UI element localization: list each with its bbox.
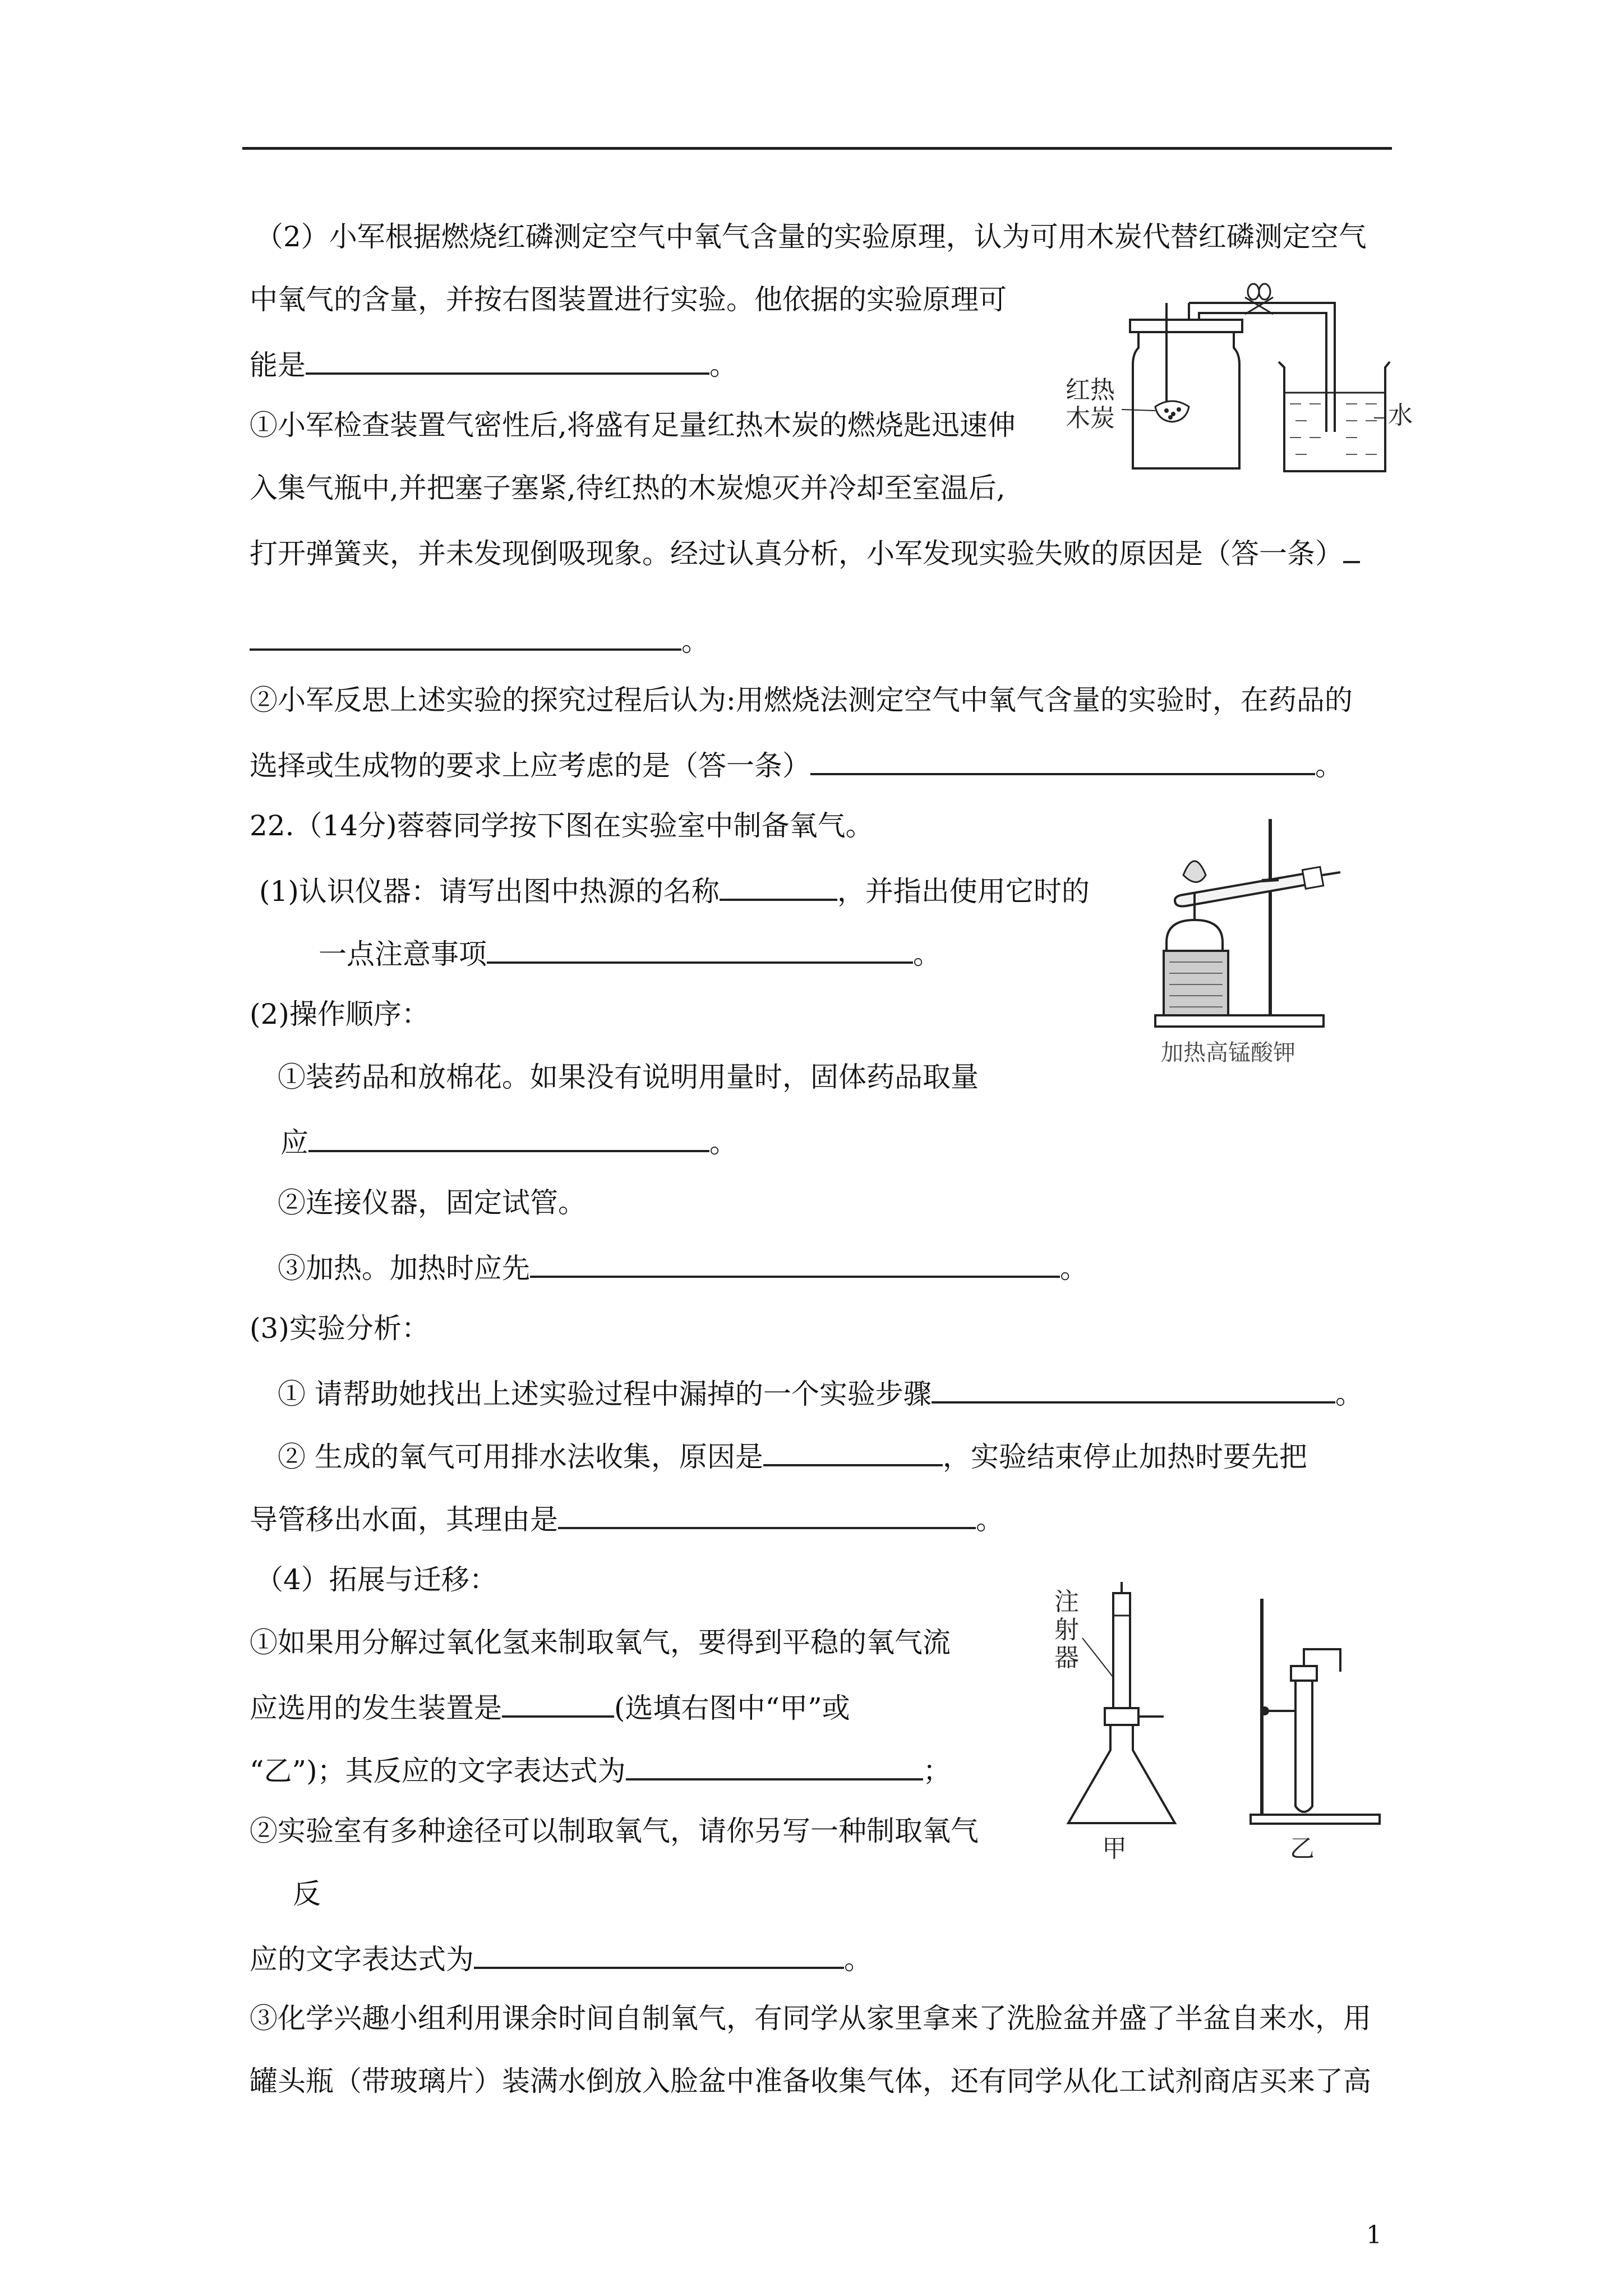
- q22-answer-blank-precaution[interactable]: [487, 935, 913, 964]
- q21-line-6: [250, 534, 1360, 570]
- q22-part4-title: （4）拓展与迁移：: [255, 1563, 497, 1596]
- q22-part2-step1-line2: [280, 1123, 737, 1159]
- q22-answer-blank-amount[interactable]: [308, 1123, 709, 1152]
- label-charcoal-1: 红热: [1066, 376, 1115, 404]
- q21-line-6-text: 打开弹簧夹，并未发现倒吸现象。经过认真分析，小军发现实验失败的原因是（答一条）: [250, 537, 1343, 570]
- q22-part4-line-6-end: 。: [844, 1943, 872, 1976]
- q22-part4-line-7: ③化学兴趣小组利用课余时间自制氧气，有同学从家里拿来了洗脸盆并盛了半盆自来水，用: [250, 2002, 1371, 2035]
- q22-part3-title: (3)实验分析：: [250, 1312, 430, 1345]
- q22-part4-line-2-text: 应选用的发生装置是: [250, 1692, 502, 1724]
- q22-title: 22.（14分)蓉蓉同学按下图在实验室中制备氧气。: [250, 809, 874, 842]
- q21-line-3-text: 能是: [250, 349, 306, 381]
- q21-line-4: ①小军检查装置气密性后,将盛有足量红热木炭的燃烧匙迅速伸: [250, 409, 1016, 441]
- q22-part2-step3: [278, 1249, 1088, 1285]
- q22-part3-q1: [278, 1374, 1363, 1411]
- q22-part3-q1-text: ① 请帮助她找出上述实验过程中漏掉的一个实验步骤: [278, 1378, 932, 1410]
- q22-part4-line-8: 罐头瓶（带玻璃片）装满水倒放入脸盆中准备收集气体，还有同学从化工试剂商店买来了高: [250, 2065, 1371, 2097]
- q22-part2-title: (2)操作顺序：: [250, 998, 430, 1030]
- q21-answer-blank-failure-start[interactable]: [1343, 534, 1360, 563]
- q22-part4-line-6: [250, 1940, 872, 1976]
- q21-answer-blank-failure[interactable]: [250, 622, 681, 651]
- q22-part3-q2-text-c: 导管移出水面，其理由是: [250, 1503, 558, 1536]
- q22-part4-line-3-end: ；: [923, 1755, 951, 1787]
- q22-part2-step3-text: ③加热。加热时应先: [278, 1252, 530, 1285]
- q22-part3-q2-text: ② 生成的氧气可用排水法收集，原因是: [278, 1441, 763, 1473]
- q21-line-2: 中氧气的含量，并按右图装置进行实验。他依据的实验原理可: [250, 283, 1007, 316]
- q22-part1-text-d: 。: [913, 938, 941, 970]
- q22-part4-line-1: ①如果用分解过氧化氢来制取氧气，要得到平稳的氧气流: [250, 1626, 951, 1659]
- q22-answer-blank-explanation[interactable]: [558, 1500, 976, 1529]
- page-number: 1: [1366, 2221, 1382, 2249]
- q22-part2-step1-text: 应: [280, 1126, 308, 1159]
- q21-line-3: [250, 346, 737, 382]
- q22-part4-line-3: [250, 1751, 951, 1788]
- q21-line-7-end: 。: [681, 625, 709, 657]
- q22-answer-blank-equation-2[interactable]: [474, 1940, 844, 1969]
- q21-answer-blank-principle[interactable]: [306, 346, 709, 375]
- label-water: 水: [1388, 401, 1413, 430]
- label-syringe-2: 射: [1054, 1616, 1079, 1644]
- q21-line-9: [250, 746, 1343, 783]
- q22-part4-line-3-text: “乙”)；其反应的文字表达式为: [250, 1755, 626, 1787]
- q22-part3-q2: [278, 1437, 1307, 1474]
- q22-answer-blank-missing-step[interactable]: [932, 1374, 1335, 1404]
- q21-line-5: 入集气瓶中,并把塞子塞紧,待红热的木炭熄灭并冷却至室温后,: [250, 472, 1006, 504]
- label-syringe-3: 器: [1054, 1644, 1079, 1672]
- q22-part2-step3-end: 。: [1060, 1252, 1088, 1285]
- charcoal-apparatus-figure: [1054, 280, 1413, 482]
- q22-part3-q2-end: 。: [976, 1503, 1004, 1536]
- q21-line-1: （2）小军根据燃烧红磷测定空气中氧气含量的实验原理，认为可用木炭代替红磷测定空气: [255, 220, 1367, 253]
- q21-answer-blank-consideration[interactable]: [810, 746, 1315, 775]
- q22-part1-text-c: 一点注意事项: [319, 938, 487, 970]
- q22-part2-step1-end: 。: [709, 1126, 737, 1159]
- caption-heating-kmno4: 加热高锰酸钾: [1161, 1040, 1295, 1066]
- q21-line-9-text: 选择或生成物的要求上应考虑的是（答一条）: [250, 749, 810, 782]
- q21-line-7: [250, 622, 709, 658]
- q22-part2-step2: ②连接仪器，固定试管。: [278, 1186, 586, 1219]
- q21-line-8: ②小军反思上述实验的探究过程后认为:用燃烧法测定空气中氧气含量的实验时，在药品的: [250, 684, 1353, 716]
- oxygen-generator-figure: [1049, 1582, 1396, 1874]
- q22-answer-blank-reason[interactable]: [763, 1437, 943, 1466]
- header-rule: [242, 147, 1392, 150]
- q21-line-3-end: 。: [709, 349, 737, 381]
- q22-part3-q1-end: 。: [1335, 1378, 1363, 1410]
- q22-answer-blank-apparatus[interactable]: [502, 1688, 614, 1718]
- q22-part4-line-4: ②实验室有多种途径可以制取氧气，请你另写一种制取氧气: [250, 1815, 979, 1847]
- label-syringe-1: 注: [1054, 1588, 1079, 1616]
- q22-answer-blank-heat-first[interactable]: [530, 1249, 1060, 1278]
- q22-part4-line-2: [250, 1688, 850, 1725]
- label-yi: 乙: [1290, 1834, 1315, 1863]
- q22-part4-line-5: 反: [293, 1878, 321, 1910]
- heating-apparatus-figure: [1144, 808, 1380, 1077]
- q22-part3-q2-text-b: ，实验结束停止加热时要先把: [942, 1441, 1307, 1473]
- q22-part1-line-1: [259, 872, 1090, 908]
- q22-answer-blank-heat-source[interactable]: [720, 872, 837, 901]
- q22-part4-line-2-text-b: (选填右图中“甲”或: [614, 1692, 850, 1724]
- q22-answer-blank-equation-1[interactable]: [626, 1751, 923, 1780]
- q21-line-9-end: 。: [1315, 749, 1343, 782]
- q22-part1-line-2: [319, 935, 941, 971]
- q22-part2-step1: ①装药品和放棉花。如果没有说明用量时，固体药品取量: [278, 1061, 979, 1093]
- q22-part1-text-a: (1)认识仪器：请写出图中热源的名称: [259, 875, 720, 908]
- q22-part1-text-b: ，并指出使用它时的: [837, 875, 1090, 908]
- label-jia: 甲: [1102, 1834, 1127, 1863]
- q22-part4-line-6-text: 应的文字表达式为: [250, 1943, 474, 1976]
- q22-part3-q2-line2: [250, 1500, 1004, 1536]
- label-charcoal-2: 木炭: [1066, 404, 1115, 432]
